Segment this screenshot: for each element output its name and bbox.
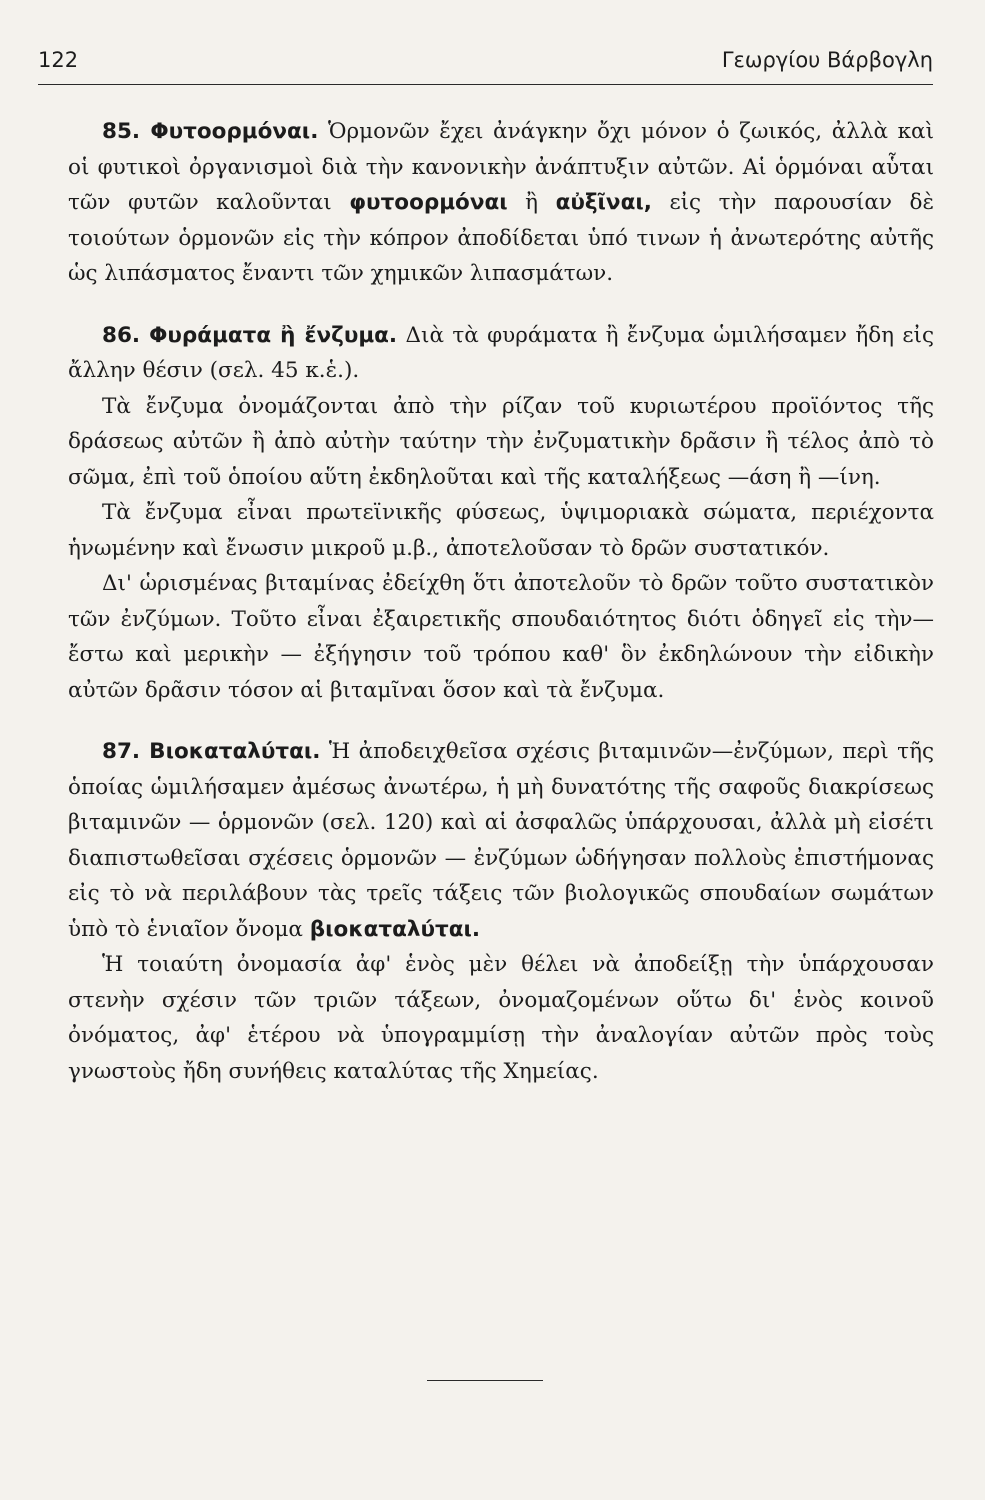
section-85-text-3: εἰς τὴν παρουσίαν δὲ τοιούτων ὁρμονῶν εἰς τὴν κόπρον ἀποδίδεται ὑπό τινων ἡ ἀνωτερότης αὐτῆς ὡς λιπάσματος ἔναντι τῶν χημικῶν λιπασμάτων. (68, 190, 934, 286)
term-auxins: αὐξῖναι, (555, 190, 652, 215)
term-biocatalysts: βιοκαταλύται. (309, 916, 481, 942)
section-87-paragraph-2: Ἡ τοιαύτη ὀνομασία ἀφ' ἑνὸς μὲν θέλει νὰ ἀποδείξῃ τὴν ὑπάρχουσαν στενὴν σχέσιν τῶν τριῶν τάξεων, ὀνομαζομένων οὕτω δι' ἑνὸς κοινοῦ ὀνόματος, ἀφ' ἑτέρου νὰ ὑπογραμμίσῃ τὴν ἀναλογίαν αὐτῶν πρὸς τοὺς γνωστοὺς ἤδη συνήθεις καταλύτας τῆς Χημείας. (68, 952, 934, 1084)
section-87-text-1: Ἡ ἀποδειχθεῖσα σχέσις βιταμινῶν—ἐνζύμων, περὶ τῆς ὁποίας ὡμιλήσαμεν ἀμέσως ἀνωτέρω, ἡ μὴ δυνατότης τῆς σαφοῦς διακρίσεως βιταμινῶν — ὁρμονῶν (σελ. 120) καὶ αἱ ἀσφαλῶς ὑπάρχουσαι, ἀλλὰ μὴ εἰσέτι διαπιστωθεῖσαι σχέσεις ὁρμονῶν — ἐνζύμων ὡδήγησαν πολλοὺς ἐπιστήμονας εἰς τὸ νὰ περιλάβουν τὰς τρεῖς τάξεις τῶν βιολογικῶς σπουδαίων σωμάτων ὑπὸ τὸ ἑνιαῖον ὄνομα (68, 739, 934, 942)
body-text (68, 114, 934, 1089)
section-86-paragraph-4: Δι' ὡρισμένας βιταμίνας ἐδείχθη ὅτι ἀποτελοῦν τὸ δρῶν τοῦτο συστατικὸν τῶν ἐνζύμων. Τοῦτο εἶναι ἐξαιρετικῆς σπουδαιότητος διότι ὁδηγεῖ εἰς τὴν— ἔστω καὶ μερικὴν — ἐξήγησιν τοῦ τρόπου καθ' ὃν ἐκδηλώνουν τὴν εἰδικὴν αὐτῶν δρᾶσιν τόσον αἱ βιταμῖναι ὅσον καὶ τὰ ἔνζυμα. (68, 571, 934, 703)
section-end-rule (427, 1380, 543, 1381)
section-86-paragraph (68, 318, 934, 389)
page-number: 122 (38, 48, 79, 72)
section-86-paragraph-2: Τὰ ἔνζυμα ὀνομάζονται ἀπὸ τὴν ρίζαν τοῦ κυριωτέρου προϊόντος τῆς δράσεως αὐτῶν ἢ ἀπὸ αὐτὴν ταύτην τὴν ἐνζυματικὴν δρᾶσιν ἢ τέλος ἀπὸ τὸ σῶμα, ἐπὶ τοῦ ὁποίου αὕτη ἐκδηλοῦται καὶ τῆς καταλήξεως —άση ἢ —ίνη. (68, 393, 934, 490)
section-85-paragraph (68, 114, 934, 292)
running-head: Γεωργίου Βάρβογλη (721, 48, 933, 72)
section-87-heading: 87. Βιοκαταλύται. (102, 739, 321, 764)
section-85-text-1: Ὁρμονῶν ἔχει ἀνάγκην ὄχι μόνον ὁ ζωικός, ἀλλὰ καὶ οἱ φυτικοὶ ὀργανισμοὶ διὰ τὴν κανονικὴν ἀνάπτυξιν αὐτῶν. Αἱ ὁρμόναι αὗται τῶν φυτῶν καλοῦνται (68, 119, 934, 215)
section-86-heading: 86. Φυράματα ἢ ἔνζυμα. (102, 322, 398, 348)
page-header (38, 44, 933, 85)
section-86-paragraph-3: Τὰ ἔνζυμα εἶναι πρωτεϊνικῆς φύσεως, ὑψιμοριακὰ σώματα, περιέχοντα ἡνωμένην καὶ ἔνωσιν μικροῦ μ.β., ἀποτελοῦσαν τὸ δρῶν συστατικόν. (68, 500, 934, 561)
section-87-paragraph (68, 734, 934, 947)
section-85-text-2: ἢ (507, 190, 556, 215)
section-85-heading: 85. Φυτοορμόναι. (102, 119, 319, 144)
section-86-text-1: Διὰ τὰ φυράματα ἢ ἔνζυμα ὡμιλήσαμεν ἤδη εἰς ἄλλην θέσιν (σελ. 45 κ.ἑ.). (68, 322, 935, 383)
term-phytohormones: φυτοορμόναι (349, 190, 508, 215)
